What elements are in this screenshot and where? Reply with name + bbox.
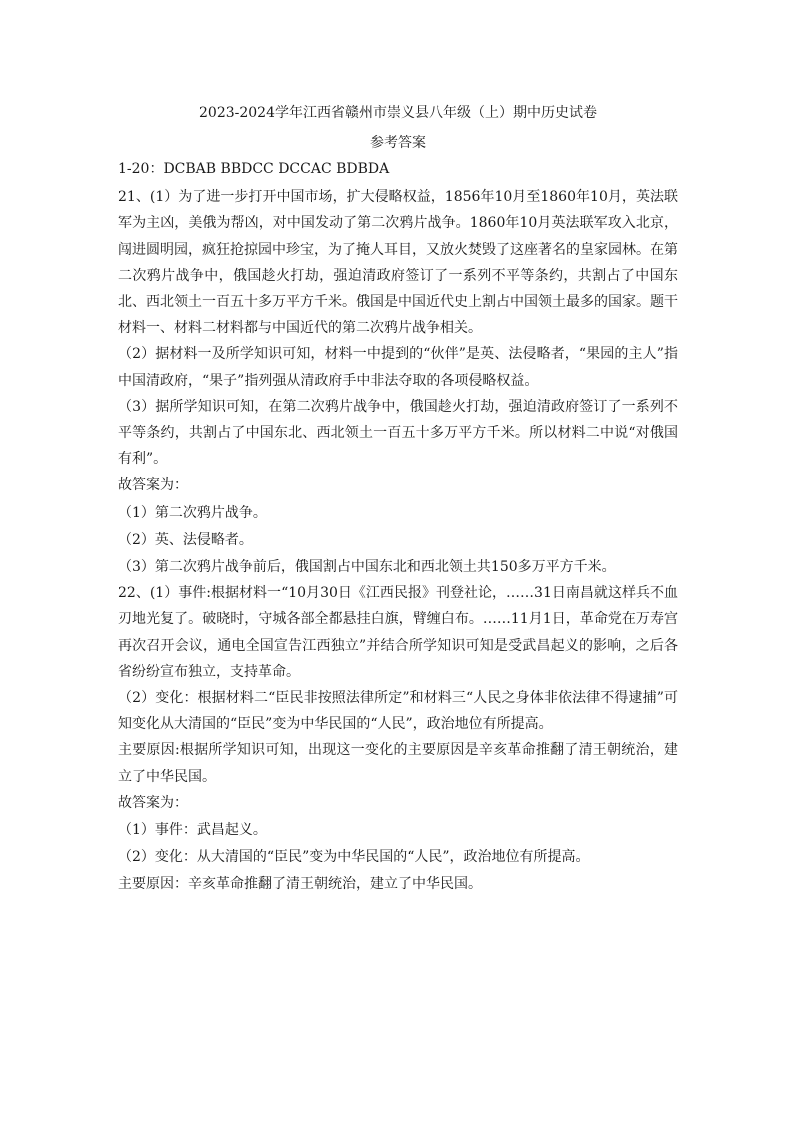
- q22-answer-3: 主要原因：辛亥革命推翻了清王朝统治，建立了中华民国。: [118, 876, 482, 893]
- q21-answer-intro: 故答案为：: [118, 477, 188, 494]
- q21-part1: 21、(1）为了进一步打开中国市场，扩大侵略权益，1856年10月至1860年10月，英法联军为主凶，美俄为帮凶，对中国发动了第二次鸦片战争。1860年10月英法联军攻入北京，闯进圆明园，疯狂抢掠园中珍宝，为了掩人耳目，又放火焚毁了这座著名的皇家园林。在第二次鸦片战争中，俄国趁火打劫，强迫清政府签订了一系列不平等条约，共割占了中国东北、西北领土一百五十多万平方千米。俄国是中国近代史上割占中国领土最多的国家。题干材料一、材料二材料都与中国近代的第二次鸦片战争相关。: [118, 189, 678, 337]
- q21-answer-2: （2）英、法侵略者。: [118, 531, 253, 548]
- q21-answer-1: （1）第二次鸦片战争。: [118, 504, 267, 521]
- q22-answer-1: （1）事件：武昌起义。: [118, 822, 267, 839]
- q21-answer-3: （3）第二次鸦片战争前后，俄国割占中国东北和西北领土共150多万平方千米。: [118, 559, 616, 576]
- q21-part2: （2）据材料一及所学知识可知，材料一中提到的“伙伴”是英、法侵略者，“果园的主人”指中国清政府，“果子”指列强从清政府手中非法夺取的各项侵略权益。: [118, 346, 678, 389]
- page-title: 2023-2024学年江西省赣州市崇义县八年级（上）期中历史试卷: [199, 105, 597, 121]
- q22-part3: 主要原因:根据所学知识可知，出现这一变化的主要原因是辛亥革命推翻了清王朝统治，建立了中华民国。: [118, 742, 678, 785]
- q22-answer-intro: 故答案为：: [118, 794, 188, 811]
- q22-part2: （2）变化：根据材料二“臣民非按照法律所定”和材料三“人民之身体非依法律不得逮捕”可知变化从大清国的“臣民”变为中华民国的“人民”，政治地位有所提高。: [118, 690, 678, 733]
- answers-1-20: 1-20：DCBAB BBDCC DCCAC BDBDA: [118, 161, 390, 177]
- document-body: [118, 100, 678, 898]
- q22-answer-2: （2）变化：从大清国的“臣民”变为中华民国的“人民”，政治地位有所提高。: [118, 849, 590, 866]
- q21-part3: （3）据所学知识可知，在第二次鸦片战争中，俄国趁火打劫，强迫清政府签订了一系列不平等条约，共割占了中国东北、西北领土一百五十多万平方千米。所以材料二中说“对俄国有利”。: [118, 398, 678, 468]
- page-subtitle: 参考答案: [370, 135, 426, 151]
- q22-part1: 22、(1）事件:根据材料一“10月30日《江西民报》刊登社论，……31日南昌就这样兵不血刃地光复了。破晓时，守城各部全都悬挂白旗，臂缠白布。……11月1日，革命党在万寿宫再次召开会议，通电全国宣告江西独立”并结合所学知识可知是受武昌起义的影响，之后各省纷纷宣布独立，支持革命。: [118, 585, 678, 680]
